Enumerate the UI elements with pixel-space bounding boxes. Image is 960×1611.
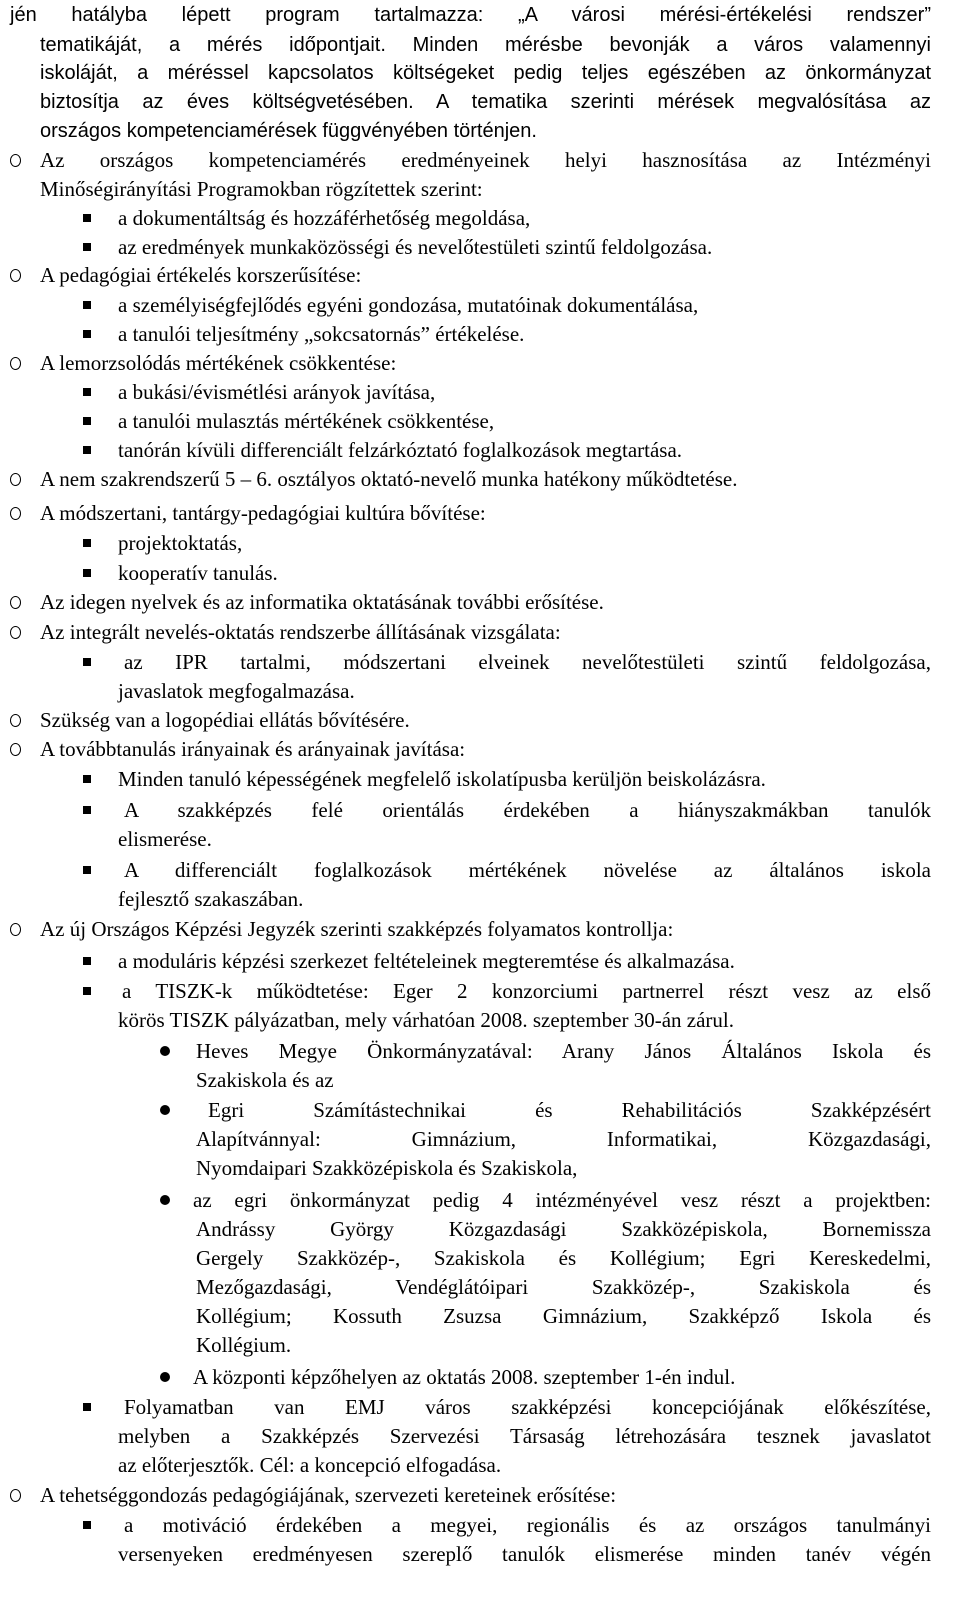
text-line: a motiváció érdekében a megyei, regionális és az országos tanulmányi xyxy=(124,1513,931,1537)
square-bullet-icon xyxy=(83,806,91,814)
text-line: kooperatív tanulás. xyxy=(118,561,278,585)
text-line: A központi képzőhelyen az oktatás 2008. szeptember 1-én indul. xyxy=(193,1365,736,1389)
text-line: Folyamatban van EMJ város szakképzési koncepciójának előkészítése, xyxy=(124,1395,931,1419)
text-line: tanórán kívüli differenciált felzárkóztató foglalkozások megtartása. xyxy=(118,438,683,462)
text-line: elismerése. xyxy=(118,827,212,851)
text-line: A lemorzsolódás mértékének csökkentése: xyxy=(40,351,397,375)
square-bullet-icon xyxy=(83,1403,91,1411)
text-line: Az integrált nevelés-oktatás rendszerbe állításának vizsgálata: xyxy=(40,620,561,644)
text-line: Nyomdaipari Szakközépiskola és Szakiskola, xyxy=(196,1156,578,1180)
text-line: A módszertani, tantárgy-pedagógiai kultúra bővítése: xyxy=(40,501,486,525)
round-bullet-icon xyxy=(160,1372,170,1382)
text-line: az IPR tartalmi, módszertani elveinek nevelőtestületi szintű feldolgozása, xyxy=(124,650,931,674)
text-line: országos kompetenciamérések függvényében történjen. xyxy=(40,120,537,142)
text-line: jén hatályba lépett program tartalmazza: „A városi mérési-értékelési rendszer” xyxy=(10,4,931,26)
square-bullet-icon xyxy=(83,388,91,396)
text-line: Szakiskola és az xyxy=(196,1068,334,1092)
text-line: Kollégium. xyxy=(196,1333,292,1357)
text-line: projektoktatás, xyxy=(118,531,243,555)
text-line: Andrássy György Közgazdasági Szakközépiskola, Bornemissza xyxy=(196,1217,931,1241)
text-line: Minőségirányítási Programokban rögzítettek szerint: xyxy=(40,177,483,201)
text-line: Kollégium; Kossuth Zsuzsa Gimnázium, Szakképző Iskola és xyxy=(196,1304,931,1328)
square-bullet-icon xyxy=(83,539,91,547)
square-bullet-icon xyxy=(83,330,91,338)
text-line: iskoláját, a méréssel kapcsolatos költségeket pedig teljes egészében az önkormányzat xyxy=(40,62,931,84)
text-line: A differenciált foglalkozások mértékének növelése az általános iskola xyxy=(124,858,931,882)
text-line: A nem szakrendszerű 5 – 6. osztályos oktató-nevelő munka hatékony működtetése. xyxy=(40,467,738,491)
square-bullet-icon xyxy=(83,1521,91,1529)
text-line: Egri Számítástechnikai és Rehabilitációs Szakképzésért xyxy=(208,1098,931,1122)
text-line: Az új Országos Képzési Jegyzék szerinti szakképzés folyamatos kontrollja: xyxy=(40,917,674,941)
text-line: Heves Megye Önkormányzatával: Arany János Általános Iskola és xyxy=(196,1039,931,1063)
square-bullet-icon xyxy=(83,866,91,874)
text-line: a tanulói mulasztás mértékének csökkentése, xyxy=(118,409,495,433)
text-line: Szükség van a logopédiai ellátás bővítésére. xyxy=(40,708,410,732)
text-line: Mezőgazdasági, Vendéglátóipari Szakközép-, Szakiskola és xyxy=(196,1275,931,1299)
square-bullet-icon xyxy=(83,658,91,666)
square-bullet-icon xyxy=(83,243,91,251)
text-line: az eredmények munkaközösségi és nevelőtestületi szintű feldolgozása. xyxy=(118,235,713,259)
circle-bullet-icon xyxy=(10,923,21,936)
text-line: A tehetséggondozás pedagógiájának, szervezeti kereteinek erősítése: xyxy=(40,1483,617,1507)
text-line: A pedagógiai értékelés korszerűsítése: xyxy=(40,263,362,287)
circle-bullet-icon xyxy=(10,596,21,609)
text-line: Gergely Szakközép-, Szakiskola és Kollégium; Egri Kereskedelmi, xyxy=(196,1246,931,1270)
circle-bullet-icon xyxy=(10,154,21,167)
circle-bullet-icon xyxy=(10,743,21,756)
text-line: a moduláris képzési szerkezet feltételeinek megteremtése és alkalmazása. xyxy=(118,949,735,973)
circle-bullet-icon xyxy=(10,507,21,520)
text-line: körös TISZK pályázatban, mely várhatóan 2008. szeptember 30-án zárul. xyxy=(118,1008,734,1032)
text-line: fejlesztő szakaszában. xyxy=(118,887,304,911)
text-line: a bukási/évismétlési arányok javítása, xyxy=(118,380,436,404)
text-line: az egri önkormányzat pedig 4 intézményével vesz részt a projektben: xyxy=(193,1188,931,1212)
text-line: a személyiségfejlődés egyéni gondozása, mutatóinak dokumentálása, xyxy=(118,293,699,317)
text-line: melyben a Szakképzés Szervezési Társaság létrehozására tesznek javaslatot xyxy=(118,1424,931,1448)
square-bullet-icon xyxy=(83,446,91,454)
round-bullet-icon xyxy=(160,1195,170,1205)
text-line: a dokumentáltság és hozzáférhetőség megoldása, xyxy=(118,206,531,230)
round-bullet-icon xyxy=(160,1105,170,1115)
text-line: Az idegen nyelvek és az informatika oktatásának további erősítése. xyxy=(40,590,604,614)
circle-bullet-icon xyxy=(10,626,21,639)
square-bullet-icon xyxy=(83,957,91,965)
circle-bullet-icon xyxy=(10,357,21,370)
text-line: versenyeken eredményesen szereplő tanulók elismerése minden tanév végén xyxy=(118,1542,931,1566)
text-line: A szakképzés felé orientálás érdekében a hiányszakmákban tanulók xyxy=(124,798,931,822)
circle-bullet-icon xyxy=(10,473,21,486)
circle-bullet-icon xyxy=(10,714,21,727)
text-line: tematikáját, a mérés időpontjait. Minden mérésbe bevonják a város valamennyi xyxy=(40,34,931,56)
circle-bullet-icon xyxy=(10,1489,21,1502)
round-bullet-icon xyxy=(160,1046,170,1056)
text-line: az előterjesztők. Cél: a koncepció elfogadása. xyxy=(118,1453,502,1477)
square-bullet-icon xyxy=(83,775,91,783)
text-line: Minden tanuló képességének megfelelő iskolatípusba kerüljön beiskolázásra. xyxy=(118,767,766,791)
text-line: a tanulói teljesítmény „sokcsatornás” értékelése. xyxy=(118,322,525,346)
text-line: biztosítja az éves költségvetésében. A tematika szerinti mérések megvalósítása az xyxy=(40,91,931,113)
square-bullet-icon xyxy=(83,987,91,995)
square-bullet-icon xyxy=(83,214,91,222)
text-line: Az országos kompetenciamérés eredményeinek helyi hasznosítása az Intézményi xyxy=(40,148,931,172)
square-bullet-icon xyxy=(83,301,91,309)
text-line: javaslatok megfogalmazása. xyxy=(118,679,355,703)
square-bullet-icon xyxy=(83,569,91,577)
text-line: a TISZK-k működtetése: Eger 2 konzorciumi partnerrel részt vesz az első xyxy=(122,979,931,1003)
text-line: A továbbtanulás irányainak és arányainak javítása: xyxy=(40,737,466,761)
square-bullet-icon xyxy=(83,417,91,425)
circle-bullet-icon xyxy=(10,269,21,282)
text-line: Alapítvánnyal: Gimnázium, Informatikai, Közgazdasági, xyxy=(196,1127,931,1151)
